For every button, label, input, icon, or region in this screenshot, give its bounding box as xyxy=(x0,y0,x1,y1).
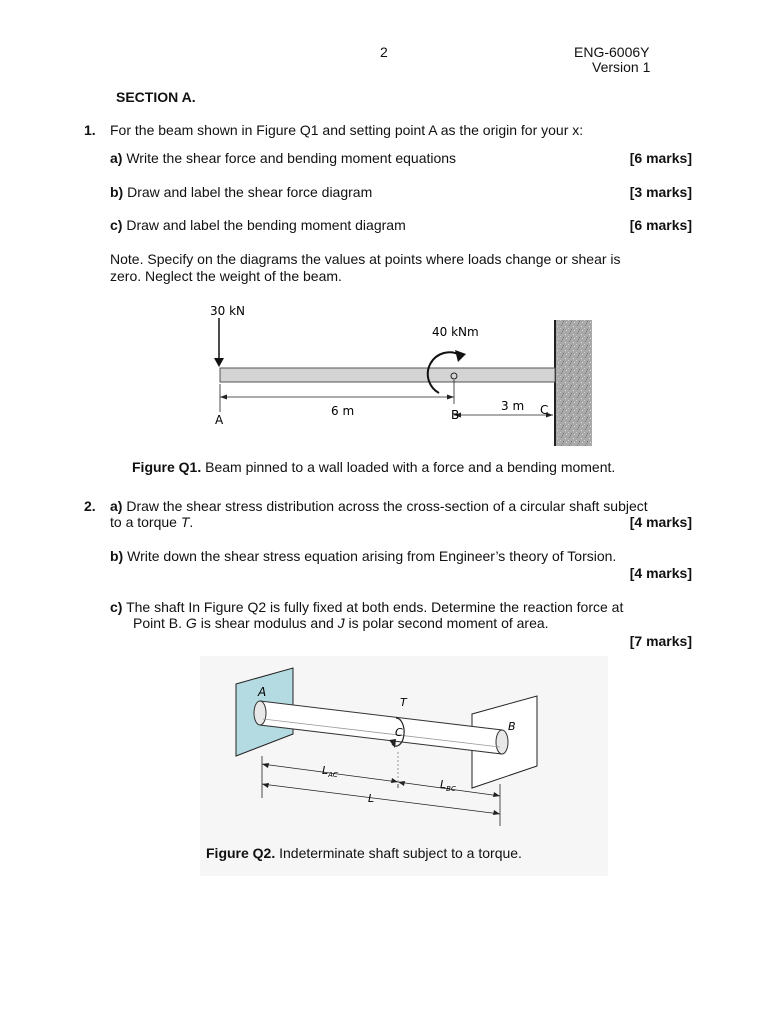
dim-label-lac-sub: AC xyxy=(328,771,338,779)
q1-part-a-marks: [6 marks] xyxy=(629,150,692,166)
plate-a-label: A xyxy=(258,685,267,699)
dim-label-l: L xyxy=(368,792,375,805)
wall xyxy=(555,320,592,446)
q1-part-b-marks: [3 marks] xyxy=(629,184,692,200)
q2-torque-var: T xyxy=(180,514,190,530)
q2-part-c-line1 xyxy=(110,599,623,615)
q2-part-c-line2 xyxy=(133,615,549,631)
force-label: 30 kN xyxy=(210,304,246,318)
version-label: Version 1 xyxy=(592,59,651,75)
q1-part-c-text: Draw and label the bending moment diagram xyxy=(126,217,406,233)
q2-part-a-line2-pre: to a torque xyxy=(110,514,181,530)
figure-q2-caption-text: Indeterminate shaft subject to a torque. xyxy=(279,845,522,861)
moment-label: 40 kNm xyxy=(432,325,479,339)
shaft-end-b xyxy=(496,730,508,754)
q1-part-a-text: Write the shear force and bending moment equations xyxy=(126,150,457,166)
q2-part-a-marks: [4 marks] xyxy=(629,514,692,530)
q2-part-a-line2-post: . xyxy=(189,514,194,530)
point-label-a: A xyxy=(215,413,224,427)
q2-number: 2. xyxy=(84,498,96,514)
dim-arrow-ab-right xyxy=(447,395,454,400)
dim-label-bc: 3 m xyxy=(501,399,525,413)
section-title: SECTION A. xyxy=(116,89,196,105)
q2-part-a-line1 xyxy=(110,498,648,514)
q1-part-c xyxy=(110,217,406,233)
q2-shear-modulus-var: G xyxy=(185,615,197,631)
dim-label-lbc-sub: BC xyxy=(446,785,456,793)
plate-b-label: B xyxy=(508,720,516,733)
q2-part-b-marks: [4 marks] xyxy=(629,565,692,581)
figure-q1-caption-text: Beam pinned to a wall loaded with a force and a bending moment. xyxy=(205,459,616,475)
q2-part-b xyxy=(110,548,616,564)
q2-c-text-a: Point B. xyxy=(133,615,186,631)
shaft-end-a xyxy=(254,701,266,725)
dim-label-lbc-main: L xyxy=(440,778,447,791)
q2-polar-moment-var: J xyxy=(337,615,345,631)
q1-part-a xyxy=(110,150,456,166)
q2-part-b-text: Write down the shear stress equation arising from Engineer’s theory of Torsion. xyxy=(127,548,617,564)
force-arrowhead xyxy=(214,358,224,367)
figure-q1-caption-label: Figure Q1. xyxy=(132,459,202,475)
q2-c-text-b: is shear modulus and xyxy=(196,615,338,631)
dim-arrow-ab-left xyxy=(220,395,227,400)
q1-part-c-label: c) xyxy=(110,217,123,233)
q2-part-c-marks: [7 marks] xyxy=(629,633,692,649)
figure-q2 xyxy=(200,656,608,876)
q2-part-a-line2 xyxy=(110,514,193,530)
point-c-label: C xyxy=(395,726,403,739)
beam xyxy=(220,368,555,382)
q2-part-b-label: b) xyxy=(110,548,124,564)
q2-part-c-label: c) xyxy=(110,599,123,615)
moment-arrowhead xyxy=(455,350,466,362)
q1-note-line1: Note. Specify on the diagrams the values at points where loads change or shear is xyxy=(110,251,621,267)
figure-q1-caption xyxy=(132,459,615,475)
q1-part-a-label: a) xyxy=(110,150,123,166)
dim-label-lac-main: L xyxy=(322,764,329,777)
point-label-c: C xyxy=(540,403,549,417)
course-code: ENG-6006Y xyxy=(574,44,650,60)
q1-number: 1. xyxy=(84,122,96,138)
torque-label: T xyxy=(400,696,407,709)
q1-note-line2: zero. Neglect the weight of the beam. xyxy=(110,268,342,284)
q2-c-text-c: is polar second moment of area. xyxy=(344,615,549,631)
q1-part-b-label: b) xyxy=(110,184,124,200)
q2-part-a-label: a) xyxy=(110,498,123,514)
q1-part-b-text: Draw and label the shear force diagram xyxy=(127,184,373,200)
q2-part-c-text: The shaft In Figure Q2 is fully fixed at both ends. Determine the reaction force at xyxy=(126,599,624,615)
figure-q1 xyxy=(200,300,600,450)
dim-label-ab: 6 m xyxy=(331,404,355,418)
q1-intro: For the beam shown in Figure Q1 and setting point A as the origin for your x: xyxy=(110,122,584,138)
q1-part-c-marks: [6 marks] xyxy=(629,217,692,233)
q2-part-a-text: Draw the shear stress distribution across the cross-section of a circular shaft subject xyxy=(126,498,648,514)
figure-q2-caption-label: Figure Q2. xyxy=(206,845,276,861)
point-label-b: B xyxy=(451,408,460,422)
q1-part-b xyxy=(110,184,372,200)
figure-q2-caption xyxy=(206,845,522,861)
page-number: 2 xyxy=(380,44,388,60)
